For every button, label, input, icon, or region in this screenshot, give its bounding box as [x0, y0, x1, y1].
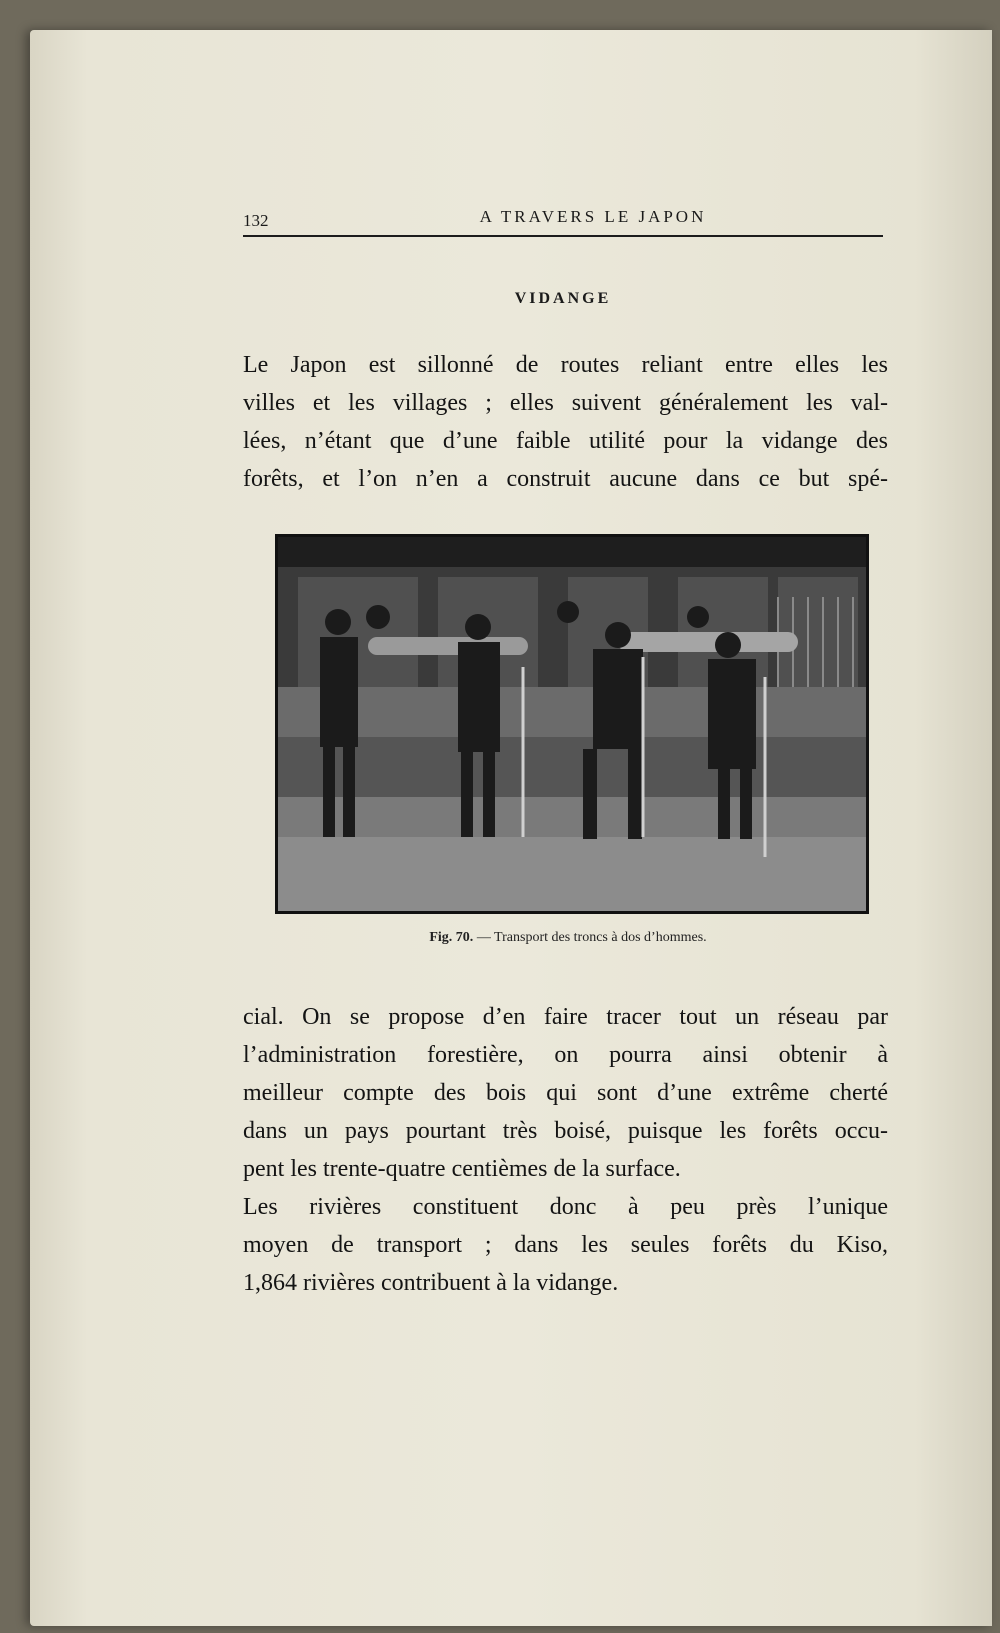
text-line: moyen de transport ; dans les seules forêts du Kiso,	[243, 1232, 888, 1258]
text-line: Le Japon est sillonné de routes reliant entre elles les	[243, 352, 888, 378]
figure-caption	[243, 930, 893, 946]
paragraph-1	[243, 346, 888, 498]
text-line: Les rivières constituent donc à peu près l’unique	[243, 1194, 888, 1220]
text-line: forêts, et l’on n’en a construit aucune dans ce but spé-	[243, 466, 888, 492]
figure-caption-text: — Transport des troncs à dos d’hommes.	[473, 930, 707, 945]
paragraph-3	[243, 1188, 888, 1302]
text-line: lées, n’étant que d’une faible utilité pour la vidange des	[243, 428, 888, 454]
figure-photograph	[275, 534, 869, 914]
text-line: cial. On se propose d’en faire tracer tout un réseau par	[243, 1004, 888, 1030]
text-line: 1,864 rivières contribuent à la vidange.	[243, 1270, 619, 1296]
text-line: villes et les villages ; elles suivent généralement les val-	[243, 390, 888, 416]
running-header	[243, 205, 883, 237]
figure-label: Fig. 70.	[429, 930, 474, 945]
engraving-image	[278, 537, 866, 911]
text-line: l’administration forestière, on pourra ainsi obtenir à	[243, 1042, 888, 1068]
text-line: pent les trente-quatre centièmes de la surface.	[243, 1156, 681, 1182]
text-line: meilleur compte des bois qui sont d’une extrême cherté	[243, 1080, 888, 1106]
text-line: dans un pays pourtant très boisé, puisque les forêts occu-	[243, 1118, 888, 1144]
section-title: VIDANGE	[514, 290, 612, 307]
running-title: A TRAVERS LE JAPON	[479, 207, 707, 226]
paragraph-2	[243, 998, 888, 1188]
page-number: 132	[243, 211, 269, 230]
